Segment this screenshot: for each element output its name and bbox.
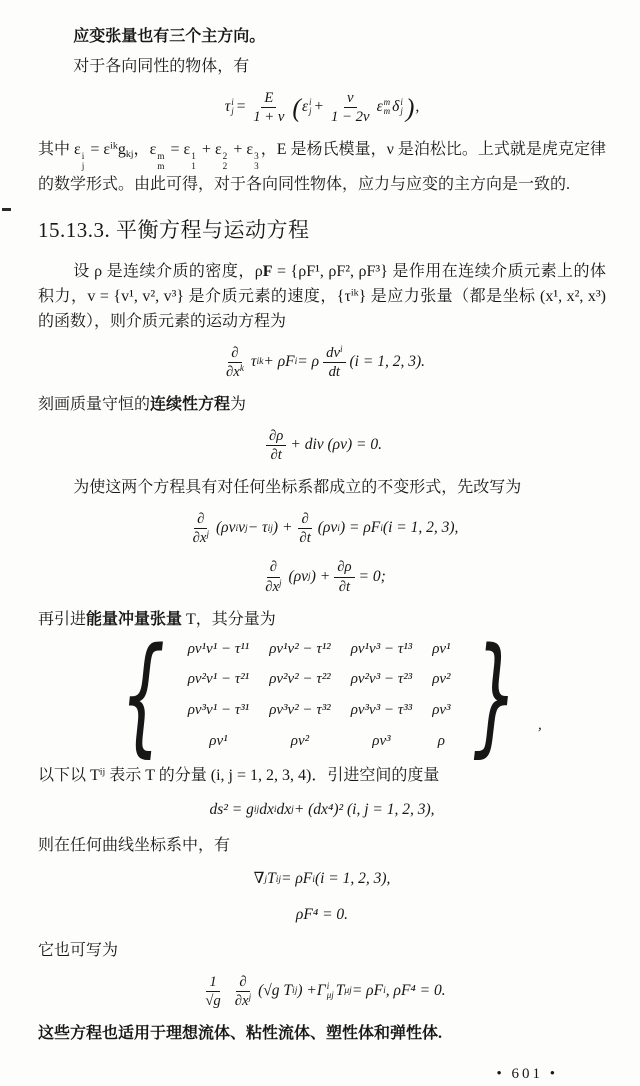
paragraph-where-definitions: 其中 ε i j = $\varepsilon^{ik}g_{kj}$，ε m m = ε 1 1 + ε 2 2 + ε 3 3 ，E 是杨氏模量，ν 是泊松比。上式就是虎克定律的数学形式。由此可得，对于各向同性物体，应力与应变的主方向是一致的. xyxy=(38,140,606,194)
matrix-cell: ρv²v² − τ²² xyxy=(269,671,331,688)
matrix-cell: ρv¹v² − τ¹² xyxy=(269,640,331,657)
formula-hooke-law: τ i j = $\frac{E}{1 + \nu}$ ( ε i j + $\frac{\nu}{1 - 2\nu}$ ε m m δ i j ) , xyxy=(224,89,420,125)
matrix-cell: ρv³v¹ − τ³¹ xyxy=(187,701,250,718)
matrix-cell: ρv²v¹ − τ²¹ xyxy=(187,671,250,688)
formula-christoffel-form: $\frac{1}{√g}$ $\frac{\partial}{\partial x^j}$ (√g T ij ) + Γ i μj T μj = ρF i , ρF⁴ = 0. xyxy=(205,973,446,1009)
matrix-cell: ρv³ xyxy=(432,701,451,718)
formula-covariant-divergence: ∇ j T ij = ρF i (i = 1, 2, 3), xyxy=(253,870,391,888)
matrix-cell: ρv³v³ − τ³³ xyxy=(350,701,413,718)
paragraph-isotropic-body: 对于各向同性的物体，有 xyxy=(73,58,250,76)
matrix-cell: ρv³ xyxy=(372,732,391,749)
matrix-cell: ρv³v² − τ³² xyxy=(269,701,331,718)
scan-artifact-mark xyxy=(2,208,11,211)
matrix-cell: ρv²v³ − τ²³ xyxy=(350,671,413,688)
section-heading: 15.13.3. 平衡方程与运动方程 xyxy=(38,217,310,242)
paragraph-applicability: 这些方程也适用于理想流体、粘性流体、塑性体和弹性体. xyxy=(38,1025,443,1043)
matrix-left-brace: { xyxy=(120,620,166,770)
matrix-cell: ρ xyxy=(437,732,445,749)
matrix-cell: ρv¹v¹ − τ¹¹ xyxy=(187,640,250,657)
paragraph-energy-momentum-tensor-intro: 再引进能量冲量张量 T，其分量为 xyxy=(38,611,276,629)
matrix-cell: ρv² xyxy=(290,732,310,749)
formula-continuity-equation: $\frac{\partial\rho}{\partial t}$ + div (ρv) = 0. xyxy=(38,427,606,465)
matrix-trailing-comma: , xyxy=(537,716,542,733)
paragraph-continuum-setup: 设 ρ 是连续介质的密度，ρF = {ρF¹, ρF², ρF³} 是作用在连续介质元素上的体积力，v = {v¹, v², v³} 是介质元素的速度，$\{\tau^{ik}\}$ 是应力张量（都是坐标 (x¹, x², x³) 的函数），则介质元素的运动方程为 xyxy=(38,262,606,331)
formula-f4-zero: ρF⁴ = 0. xyxy=(295,905,349,923)
formula-invariant-motion: $\frac{\partial}{\partial x^j}$ (ρv i v j − τ ij ) + $\frac{\partial}{\partial t}$ (ρv i ) = ρF i (i = 1, 2, 3), xyxy=(192,510,459,547)
page-number: • 601 • xyxy=(496,1065,558,1082)
paragraph-alternative-form-intro: 它也可写为 xyxy=(38,942,119,960)
formula-invariant-continuity: $\frac{\partial}{\partial x^j}$ (ρv j ) + $\frac{\partial\rho}{\partial t}$ = 0; xyxy=(265,559,386,595)
paragraph-curvilinear-coordinates: 则在任何曲线坐标系中，有 xyxy=(38,837,231,854)
paragraph-tensor-components: 以下以 $T^{ij}$ 表示 T 的分量 (i, j = 1, 2, 3, 4)．引进空间的度量 xyxy=(38,766,440,785)
matrix-cell: ρv¹ xyxy=(432,640,451,657)
matrix-cell: ρv¹ xyxy=(209,732,228,749)
paragraph-strain-principal-directions: 应变张量也有三个主方向。 xyxy=(73,28,266,45)
paragraph-invariant-form-intro: 为使这两个方程具有对任何坐标系都成立的不变形式，先改写为 xyxy=(73,479,522,497)
matrix-cell: ρv¹v³ − τ¹³ xyxy=(350,640,413,657)
formula-space-metric: ds² = g ij dx i dx j + (dx⁴)² (i, j = 1, 2, 3), xyxy=(209,800,435,818)
formula-equation-of-motion: $\frac{\partial}{\partial x^k}$ τ ik + ρF i = ρ $\frac{dv^i}{dt}$ (i = 1, 2, 3). xyxy=(226,343,425,380)
matrix-right-brace: } xyxy=(472,620,518,770)
paragraph-continuity-intro: 刻画质量守恒的连续性方程为 xyxy=(38,396,247,414)
matrix-cells xyxy=(188,638,451,754)
matrix-cell: ρv² xyxy=(432,671,451,688)
